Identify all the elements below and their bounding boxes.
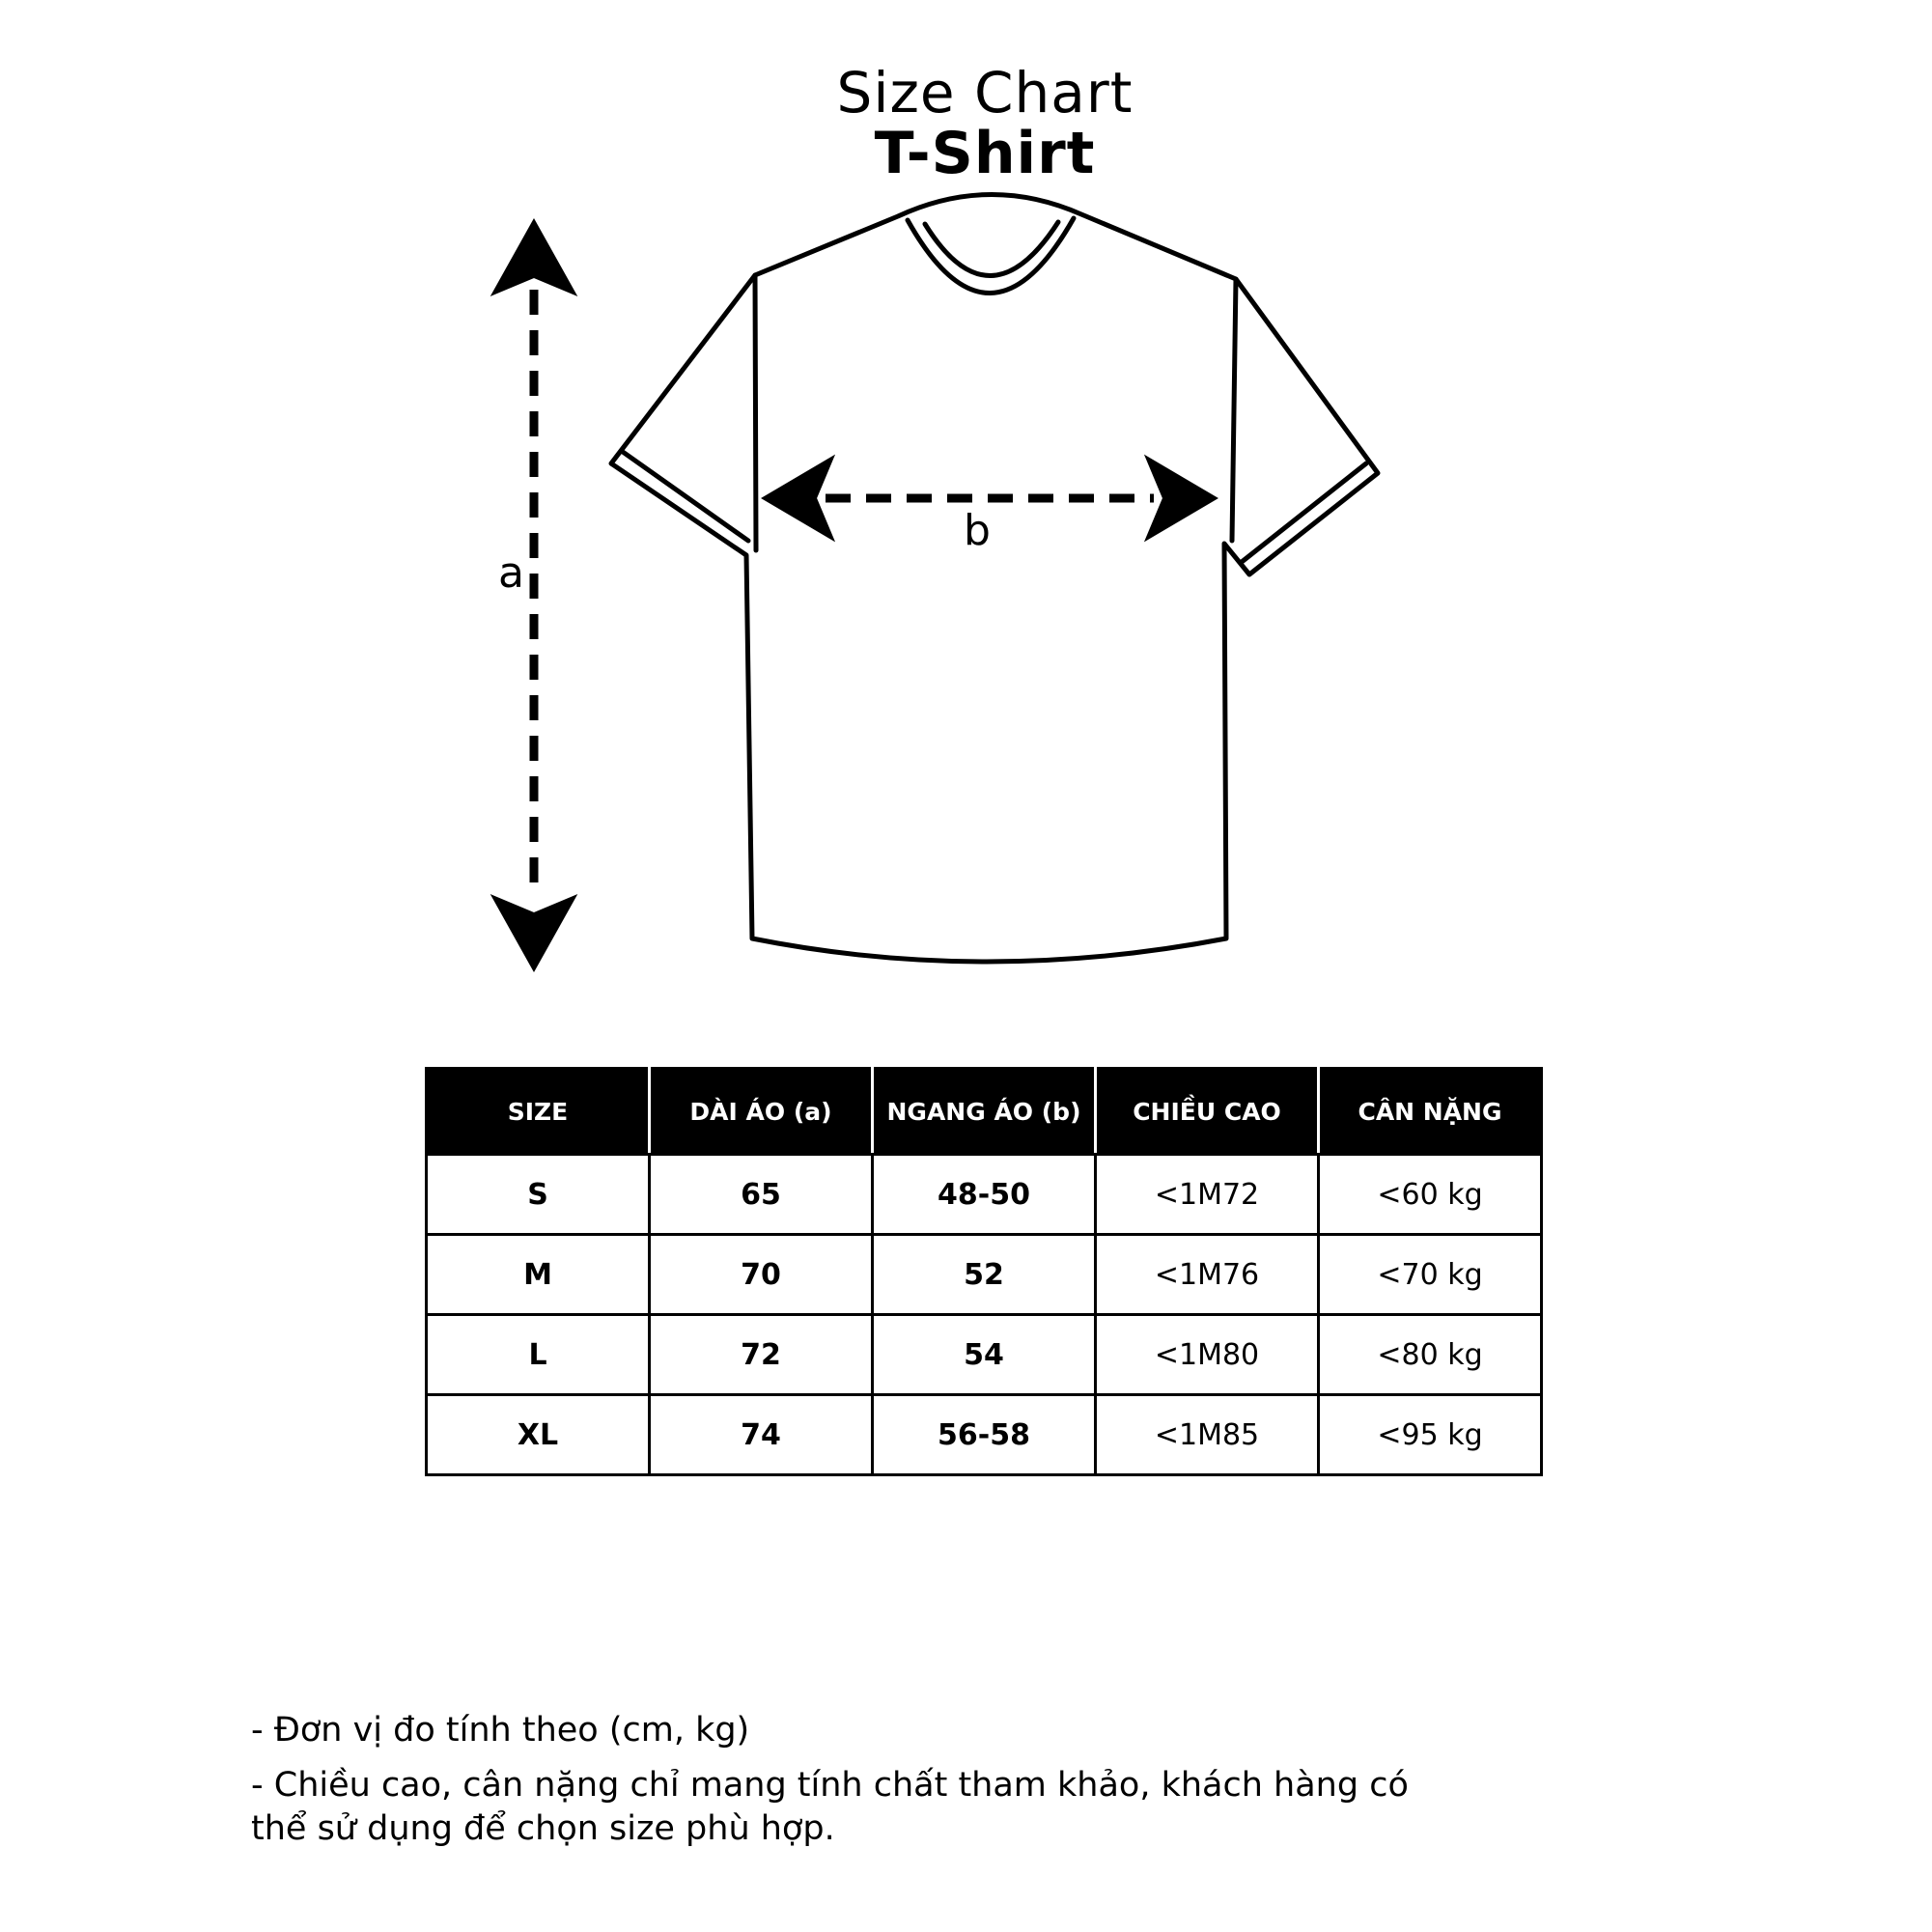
cell-weight: <80 kg: [1319, 1315, 1542, 1395]
cell-height: <1M76: [1096, 1235, 1319, 1315]
width-arrow-head-left: [763, 457, 833, 540]
right-shoulder-seam: [1232, 279, 1236, 541]
cell-length: 74: [650, 1395, 873, 1475]
table-row: [427, 1235, 1542, 1315]
header-weight: CÂN NẶNG: [1319, 1069, 1542, 1155]
cell-size: S: [427, 1155, 650, 1235]
length-arrow-head-top: [492, 220, 575, 294]
left-shoulder-seam: [755, 275, 756, 550]
page-subtitle: T-Shirt: [874, 120, 1096, 187]
note-reference: - Chiều cao, cân nặng chỉ mang tính chất tham khảo, khách hàng có thể sử dụng để chọn size phù hợp.: [251, 1766, 1409, 1848]
cell-size: L: [427, 1315, 650, 1395]
left-sleeve-hem: [623, 452, 748, 541]
cell-length: 70: [650, 1235, 873, 1315]
tshirt-body: [611, 194, 1378, 962]
cell-width: 54: [873, 1315, 1096, 1395]
cell-size: M: [427, 1235, 650, 1315]
page-title: Size Chart: [836, 60, 1134, 126]
right-sleeve-hem: [1242, 463, 1366, 562]
cell-width: 48-50: [873, 1155, 1096, 1235]
cell-length: 72: [650, 1315, 873, 1395]
cell-width: 56-58: [873, 1395, 1096, 1475]
header-length: DÀI ÁO (a): [650, 1069, 873, 1155]
collar-inner: [908, 218, 1074, 294]
cell-weight: <70 kg: [1319, 1235, 1542, 1315]
cell-height: <1M85: [1096, 1395, 1319, 1475]
header-width: NGANG ÁO (b): [873, 1069, 1096, 1155]
tshirt-outline: [611, 194, 1378, 962]
length-label: a: [498, 548, 524, 598]
cell-weight: <95 kg: [1319, 1395, 1542, 1475]
cell-height: <1M72: [1096, 1155, 1319, 1235]
width-arrow-head-right: [1146, 457, 1217, 540]
width-label: b: [964, 506, 991, 555]
cell-size: XL: [427, 1395, 650, 1475]
table-header-row: [427, 1069, 1542, 1155]
header-size: SIZE: [427, 1069, 650, 1155]
cell-length: 65: [650, 1155, 873, 1235]
cell-height: <1M80: [1096, 1315, 1319, 1395]
table-row: [427, 1155, 1542, 1235]
note-unit: - Đơn vị đo tính theo (cm, kg): [251, 1711, 750, 1750]
table-row: [427, 1395, 1542, 1475]
cell-weight: <60 kg: [1319, 1155, 1542, 1235]
length-arrow-head-bottom: [492, 896, 575, 970]
size-table: [425, 1067, 1543, 1476]
notes: [251, 1709, 1410, 1862]
header-height: CHIỀU CAO: [1096, 1069, 1319, 1155]
table-row: [427, 1315, 1542, 1395]
cell-width: 52: [873, 1235, 1096, 1315]
